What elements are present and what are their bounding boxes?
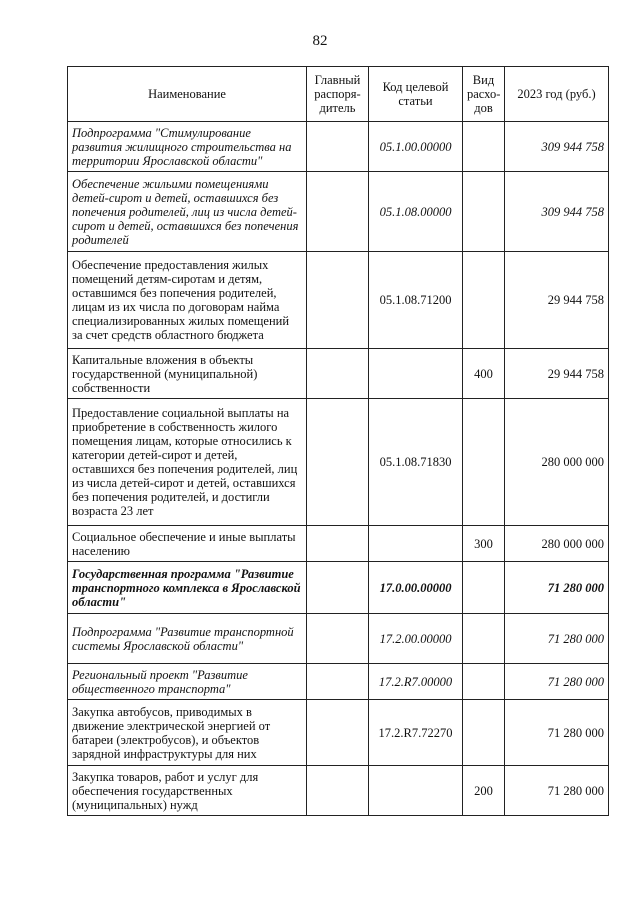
row-target-code-cell: 17.2.00.00000 — [369, 614, 463, 664]
header-name: Наименование — [68, 67, 307, 122]
table-row — [68, 614, 609, 664]
row-expense-kind-cell — [463, 614, 505, 664]
row-main-manager-cell — [307, 614, 369, 664]
row-expense-kind-cell: 400 — [463, 349, 505, 399]
row-sum-cell: 280 000 000 — [505, 399, 609, 526]
header-year-sum: 2023 год (руб.) — [505, 67, 609, 122]
row-main-manager-cell — [307, 349, 369, 399]
row-name-cell: Региональный проект "Развитие общественного транспорта" — [68, 664, 307, 700]
table-header-row — [68, 67, 609, 122]
row-target-code-cell: 05.1.00.00000 — [369, 122, 463, 172]
row-sum-cell: 71 280 000 — [505, 614, 609, 664]
table-row — [68, 562, 609, 614]
row-name-cell: Подпрограмма "Развитие транспортной системы Ярославской области" — [68, 614, 307, 664]
table-row — [68, 172, 609, 252]
row-sum-cell: 309 944 758 — [505, 172, 609, 252]
row-expense-kind-cell: 300 — [463, 526, 505, 562]
row-target-code-cell — [369, 349, 463, 399]
row-main-manager-cell — [307, 766, 369, 816]
table-row — [68, 766, 609, 816]
row-sum-cell: 29 944 758 — [505, 252, 609, 349]
table-row — [68, 349, 609, 399]
row-name-cell: Социальное обеспечение и иные выплаты населению — [68, 526, 307, 562]
row-target-code-cell — [369, 766, 463, 816]
row-main-manager-cell — [307, 399, 369, 526]
row-sum-cell: 29 944 758 — [505, 349, 609, 399]
page-number: 82 — [312, 33, 328, 49]
row-expense-kind-cell: 200 — [463, 766, 505, 816]
row-main-manager-cell — [307, 526, 369, 562]
row-expense-kind-cell — [463, 562, 505, 614]
row-sum-cell: 71 280 000 — [505, 562, 609, 614]
table-row — [68, 399, 609, 526]
row-expense-kind-cell — [463, 664, 505, 700]
row-name-cell: Обеспечение жильими помещениями детей-сирот и детей, оставшихся без попечения родителей, лиц из числа детей-сирот и детей, оставшихся без попечения родителей — [68, 172, 307, 252]
row-expense-kind-cell — [463, 252, 505, 349]
row-name-cell: Капитальные вложения в объекты государственной (муниципальной) собственности — [68, 349, 307, 399]
table-row — [68, 526, 609, 562]
row-name-cell: Предоставление социальной выплаты на приобретение в собственность жилого помещения лицам, которые относились к категории детей-сирот и детей, оставшихся без попечения родителей, лиц из числа детей-сирот и детей, оставшихся без попечения родителей, и достигли возраста 23 лет — [68, 399, 307, 526]
table-row — [68, 700, 609, 766]
row-name-cell: Обеспечение предоставления жилых помещений детям-сиротам и детям, оставшимся без попечения родителей, лицам из их числа по договорам найма специализированных жилых помещений за счет средств областного бюджета — [68, 252, 307, 349]
row-name-cell: Закупка автобусов, приводимых в движение электрической энергией от батареи (электробусов), и объектов зарядной инфраструктуры для них — [68, 700, 307, 766]
row-main-manager-cell — [307, 172, 369, 252]
row-expense-kind-cell — [463, 172, 505, 252]
row-main-manager-cell — [307, 562, 369, 614]
table-row — [68, 122, 609, 172]
header-main-manager: Главный распоря-дитель — [307, 67, 369, 122]
row-expense-kind-cell — [463, 399, 505, 526]
row-target-code-cell — [369, 526, 463, 562]
row-target-code-cell: 05.1.08.71200 — [369, 252, 463, 349]
row-expense-kind-cell — [463, 700, 505, 766]
row-sum-cell: 280 000 000 — [505, 526, 609, 562]
row-target-code-cell: 17.0.00.00000 — [369, 562, 463, 614]
row-name-cell: Подпрограмма "Стимулирование развития жилищного строительства на территории Ярославской области" — [68, 122, 307, 172]
row-expense-kind-cell — [463, 122, 505, 172]
row-name-cell: Закупка товаров, работ и услуг для обеспечения государственных (муниципальных) нужд — [68, 766, 307, 816]
row-sum-cell: 71 280 000 — [505, 664, 609, 700]
row-sum-cell: 71 280 000 — [505, 766, 609, 816]
table-body — [68, 122, 609, 816]
row-target-code-cell: 05.1.08.71830 — [369, 399, 463, 526]
table-row — [68, 664, 609, 700]
header-target-code: Код целевой статьи — [369, 67, 463, 122]
row-main-manager-cell — [307, 664, 369, 700]
row-main-manager-cell — [307, 252, 369, 349]
table-row — [68, 252, 609, 349]
row-target-code-cell: 17.2.R7.72270 — [369, 700, 463, 766]
row-target-code-cell: 05.1.08.00000 — [369, 172, 463, 252]
row-sum-cell: 309 944 758 — [505, 122, 609, 172]
header-expense-kind: Вид расхо-дов — [463, 67, 505, 122]
row-main-manager-cell — [307, 122, 369, 172]
row-name-cell: Государственная программа "Развитие транспортного комплекса в Ярославской области" — [68, 562, 307, 614]
budget-table — [67, 66, 609, 816]
row-target-code-cell: 17.2.R7.00000 — [369, 664, 463, 700]
row-sum-cell: 71 280 000 — [505, 700, 609, 766]
row-main-manager-cell — [307, 700, 369, 766]
